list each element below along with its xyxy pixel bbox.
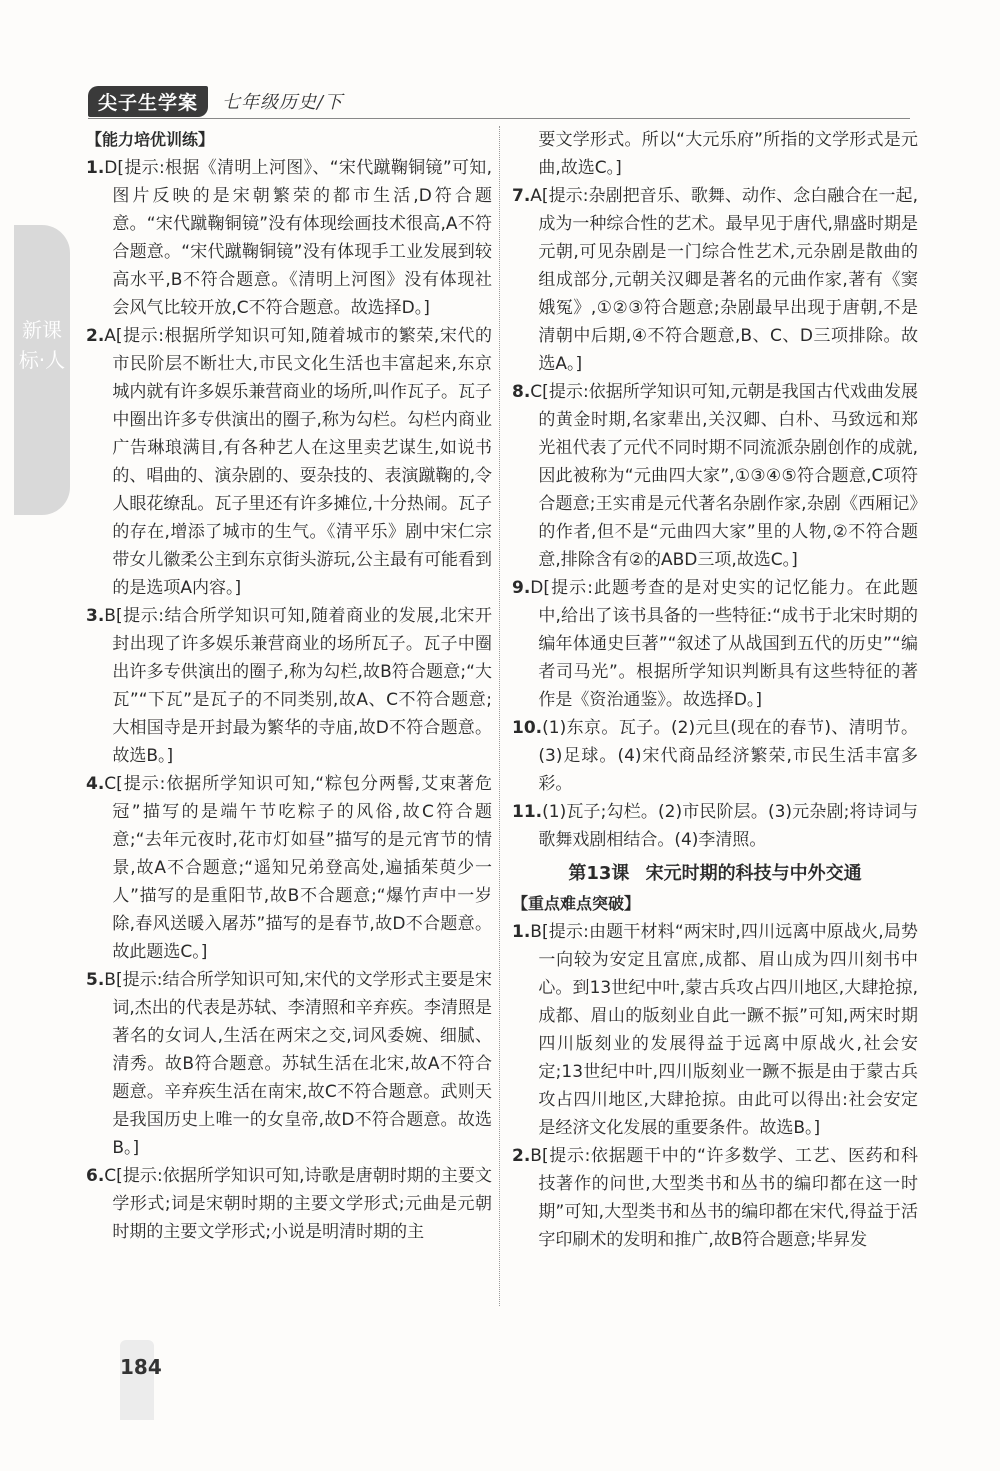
item-text: C[提示:依据所学知识可知,元朝是我国古代戏曲发展的黄金时期,名家辈出,关汉卿、白朴、马致远和郑光祖代表了元代不同时期不同流派杂剧创作的成就,因此被称为“元曲四大家”,①③④⑤符合题意,C项符合题意;王实甫是元代著名杂剧作家,杂剧《西厢记》的作者,但不是“元曲四大家”里的人物,②不符合题意,排除含有②的ABD三项,故选C。] bbox=[530, 382, 918, 570]
answer-item bbox=[512, 798, 918, 854]
item-number: 4. bbox=[86, 774, 105, 794]
section-heading: 【重点难点突破】 bbox=[512, 894, 641, 913]
item-number: 3. bbox=[86, 606, 105, 626]
item-number: 1. bbox=[512, 922, 531, 942]
right-column bbox=[512, 126, 918, 1254]
item-number: 6. bbox=[86, 1166, 105, 1186]
item-number: 1. bbox=[86, 158, 105, 178]
item-text: D[提示:根据《清明上河图》、“宋代蹴鞠铜镜”可知,图片反映的是宋朝繁荣的都市生活,D符合题意。“宋代蹴鞠铜镜”没有体现绘画技术很高,A不符合题意。“宋代蹴鞠铜镜”没有体现手工业发展到较高水平,B不符合题意。《清明上河图》没有体现社会风气比较开放,C不符合题意。故选择D。] bbox=[104, 158, 492, 318]
answer-item bbox=[86, 770, 492, 966]
page-header bbox=[88, 86, 343, 116]
item-text: A[提示:根据所学知识可知,随着城市的繁荣,宋代的市民阶层不断壮大,市民文化生活也丰富起来,东京城内就有许多娱乐兼营商业的场所,叫作瓦子。瓦子中圈出许多专供演出的圈子,称为勾栏。勾栏内商业广告琳琅满目,有各种艺人在这里卖艺谋生,如说书的、唱曲的、演杂剧的、耍杂技的、表演蹴鞠的,令人眼花缭乱。瓦子里还有许多摊位,十分热闹。瓦子的存在,增添了城市的生气。《清平乐》剧中宋仁宗带女儿徽柔公主到东京街头游玩,公主最有可能看到的是选项A内容。] bbox=[104, 326, 492, 598]
answer-item bbox=[512, 1142, 918, 1254]
item-number: 10. bbox=[512, 718, 543, 738]
side-tab bbox=[14, 225, 70, 515]
answer-item bbox=[512, 714, 918, 798]
item-number: 2. bbox=[512, 1146, 531, 1166]
lesson-title: 第13课 宋元时期的科技与中外交通 bbox=[568, 863, 862, 884]
answer-item bbox=[86, 154, 492, 322]
answer-item bbox=[86, 1162, 492, 1246]
header-rule bbox=[88, 118, 910, 119]
item-number: 7. bbox=[512, 186, 531, 206]
section-heading: 【能力培优训练】 bbox=[86, 130, 215, 149]
item-text: D[提示:此题考查的是对史实的记忆能力。在此题中,给出了该书具备的一些特征:“成书于北宋时期的编年体通史巨著”“叙述了从战国到五代的历史”“编者司马光”。根据所学知识判断具有这些特征的著作是《资治通鉴》。故选择D。] bbox=[530, 578, 918, 710]
item-text: B[提示:结合所学知识可知,宋代的文学形式主要是宋词,杰出的代表是苏轼、李清照和辛弃疾。李清照是著名的女词人,生活在两宋之交,词风委婉、细腻、清秀。故B符合题意。苏轼生活在北宋,故A不符合题意。辛弃疾生活在南宋,故C不符合题意。武则天是我国历史上唯一的女皇帝,故D不符合题意。故选B。] bbox=[104, 970, 492, 1158]
item-number: 9. bbox=[512, 578, 531, 598]
item-number: 8. bbox=[512, 382, 531, 402]
left-column bbox=[86, 126, 492, 1246]
answer-item bbox=[86, 322, 492, 602]
item-text: B[提示:结合所学知识可知,随着商业的发展,北宋开封出现了许多娱乐兼营商业的场所瓦子。瓦子中圈出许多专供演出的圈子,称为勾栏,故B符合题意;“大瓦”“下瓦”是瓦子的不同类别,故A、C不符合题意;大相国寺是开封最为繁华的寺庙,故D不符合题意。故选B。] bbox=[104, 606, 492, 766]
page-number-tab bbox=[120, 1340, 154, 1420]
answer-item bbox=[512, 182, 918, 378]
answer-item bbox=[86, 602, 492, 770]
item-text: B[提示:由题干材料“两宋时,四川远离中原战火,局势一向较为安定且富庶,成都、眉山成为四川刻书中心。到13世纪中叶,蒙古兵攻占四川地区,大肆抢掠,成都、眉山的版刻业自此一蹶不振”可知,两宋时期四川版刻业的发展得益于远离中原战火,社会安定;13世纪中叶,四川版刻业一蹶不振是由于蒙古兵攻占四川地区,大肆抢掠。由此可以得出:社会安定是经济文化发展的重要条件。故选B。] bbox=[530, 922, 918, 1138]
subject-label: 七年级历史/下 bbox=[222, 92, 344, 113]
item-text: A[提示:杂剧把音乐、歌舞、动作、念白融合在一起,成为一种综合性的艺术。最早见于唐代,鼎盛时期是元朝,可见杂剧是一门综合性艺术,元杂剧是散曲的组成部分,元朝关汉卿是著名的元曲作家,著有《窦娥冤》,①②③符合题意;杂剧最早出现于唐朝,不是清朝中后期,④不符合题意,B、C、D三项排除。故选A。] bbox=[530, 186, 918, 374]
page-number: 184 bbox=[120, 1355, 162, 1379]
item-text: B[提示:依据题干中的“许多数学、工艺、医药和科技著作的问世,大型类书和丛书的编印都在这一时期”可知,大型类书和丛书的编印都在宋代,得益于活字印刷术的发明和推广,故B符合题意;毕昇发 bbox=[530, 1146, 918, 1250]
side-tab-label: 新课标·人 bbox=[18, 318, 66, 372]
answer-item bbox=[512, 574, 918, 714]
answer-continuation: 要文学形式。所以“大元乐府”所指的文学形式是元曲,故选C。] bbox=[538, 130, 918, 178]
item-number: 11. bbox=[512, 802, 543, 822]
answer-item bbox=[512, 378, 918, 574]
column-divider bbox=[499, 126, 500, 1306]
item-text: C[提示:依据所学知识可知,诗歌是唐朝时期的主要文学形式;词是宋朝时期的主要文学形式;元曲是元朝时期的主要文学形式;小说是明清时期的主 bbox=[104, 1166, 492, 1242]
item-text: (1)东京。瓦子。(2)元旦(现在的春节)、清明节。(3)足球。(4)宋代商品经济繁荣,市民生活丰富多彩。 bbox=[538, 718, 918, 794]
answer-item bbox=[86, 966, 492, 1162]
item-text: C[提示:依据所学知识可知,“粽包分两髻,艾束著危冠”描写的是端午节吃粽子的风俗,故C符合题意;“去年元夜时,花市灯如昼”描写的是元宵节的情景,故A不合题意;“遥知兄弟登高处,遍插茱萸少一人”描写的是重阳节,故B不合题意;“爆竹声中一岁除,春风送暖入屠苏”描写的是春节,故D不合题意。故此题选C。] bbox=[104, 774, 492, 962]
item-number: 5. bbox=[86, 970, 105, 990]
answer-item bbox=[512, 918, 918, 1142]
item-text: (1)瓦子;勾栏。(2)市民阶层。(3)元杂剧;将诗词与歌舞戏剧相结合。(4)李清照。 bbox=[538, 802, 918, 850]
item-number: 2. bbox=[86, 326, 105, 346]
brand-label: 尖子生学案 bbox=[88, 86, 208, 117]
